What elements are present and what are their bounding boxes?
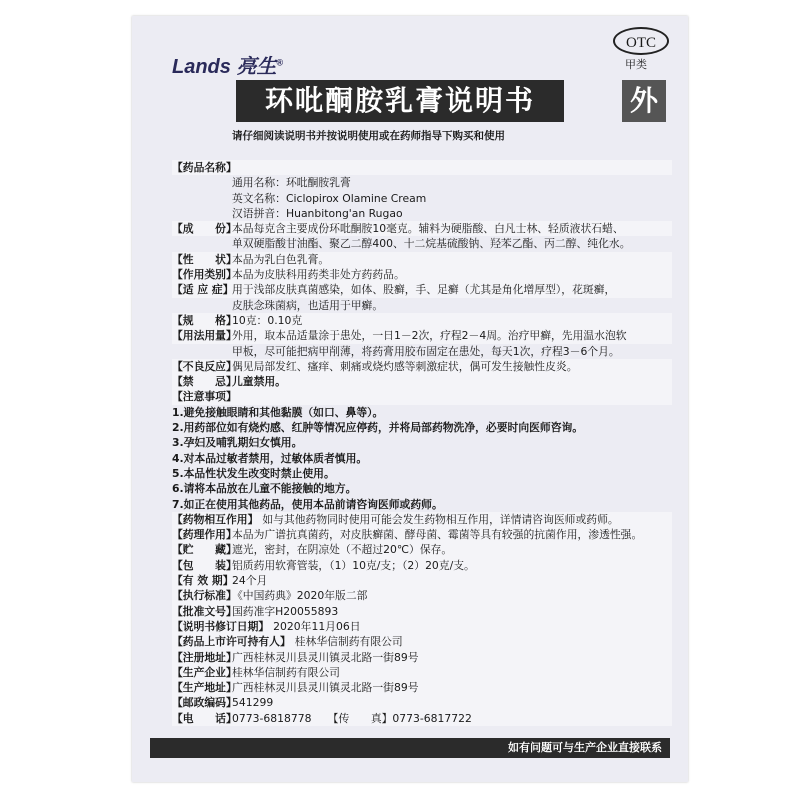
section-text: 2020年11月06日 xyxy=(273,619,361,633)
leaflet-line xyxy=(172,497,672,512)
section-label: 【适 应 症】 xyxy=(172,283,234,297)
section-text: 用于浅部皮肤真菌感染，如体、股癣，手、足癣（尤其是角化增厚型），花斑癣， xyxy=(232,283,616,297)
leaflet-line xyxy=(172,160,672,175)
leaflet-line xyxy=(172,542,672,557)
leaflet-line xyxy=(172,389,672,404)
leaflet-line xyxy=(172,650,672,665)
section-text: 皮肤念珠菌病，也适用于甲癣。 xyxy=(232,298,384,312)
leaflet-line xyxy=(172,313,672,328)
leaflet-line xyxy=(172,344,672,359)
section-text: 6.请将本品放在儿童不能接触的地方。 xyxy=(172,482,357,496)
section-label: 【药品上市许可持有人】 xyxy=(172,635,291,649)
section-text: 广西桂林灵川县灵川镇灵北路一街89号 xyxy=(232,681,419,695)
leaflet-line xyxy=(172,298,672,313)
section-label: 【执行标准】 xyxy=(172,589,237,603)
section-label: 【不良反应】 xyxy=(172,359,237,373)
leaflet-line xyxy=(172,175,672,190)
section-label: 【注册地址】 xyxy=(172,650,237,664)
leaflet-line xyxy=(172,328,672,343)
leaflet-line xyxy=(172,695,672,710)
leaflet-line xyxy=(172,282,672,297)
section-label: 【贮 藏】 xyxy=(172,543,237,557)
section-text: 10克：0.10克 xyxy=(232,313,303,327)
leaflet-line xyxy=(172,573,672,588)
section-text: 如与其他药物同时使用可能会发生药物相互作用，详情请咨询医师或药师。 xyxy=(262,512,619,526)
leaflet-line xyxy=(172,711,672,726)
section-text: 2.用药部位如有烧灼感、红肿等情况应停药，并将局部药物洗净，必要时向医师咨询。 xyxy=(172,421,584,435)
section-label: 【生产地址】 xyxy=(172,681,237,695)
leaflet-line xyxy=(172,466,672,481)
leaflet-line xyxy=(172,558,672,573)
section-label: 【药物相互作用】 xyxy=(172,512,259,526)
leaflet-line xyxy=(172,252,672,267)
section-label: 【生产企业】 xyxy=(172,665,237,679)
section-label: 【药品名称】 xyxy=(172,161,237,174)
section-label: 【禁 忌】 xyxy=(172,375,237,389)
leaflet-line xyxy=(172,451,672,466)
leaflet-line xyxy=(172,374,672,389)
leaflet-line xyxy=(172,267,672,282)
section-text: 广西桂林灵川县灵川镇灵北路一街89号 xyxy=(232,650,419,664)
section-text: 本品为广谱抗真菌药，对皮肤癣菌、酵母菌、霉菌等具有较强的抗菌作用，渗透性强。 xyxy=(232,528,643,542)
otc-category: 甲类 xyxy=(625,58,647,71)
section-text: 7.如正在使用其他药品，使用本品前请咨询医师或药师。 xyxy=(172,497,443,511)
leaflet-line xyxy=(172,359,672,374)
leaflet-line xyxy=(172,435,672,450)
leaflet-line xyxy=(172,604,672,619)
section-text: 遮光，密封，在阴凉处（不超过20℃）保存。 xyxy=(232,543,453,557)
leaflet-line xyxy=(172,527,672,542)
footer-banner: 如有问题可与生产企业直接联系 xyxy=(150,738,670,758)
section-text: 0773-6818778 【传 真】0773-6817722 xyxy=(232,711,472,725)
leaflet-line xyxy=(172,420,672,435)
leaflet-line xyxy=(172,191,672,206)
leaflet-line xyxy=(172,221,672,236)
usage-notice: 请仔细阅读说明书并按说明使用或在药师指导下购买和使用 xyxy=(232,130,505,142)
section-text: 单双硬脂酸甘油酯、聚乙二醇400、十二烷基硫酸钠、羟苯乙酯、丙二醇、纯化水。 xyxy=(232,237,631,251)
section-text: 桂林华信制药有限公司 xyxy=(232,665,340,679)
section-text: 3.孕妇及哺乳期妇女慎用。 xyxy=(172,436,303,450)
leaflet-line xyxy=(172,588,672,603)
section-text: 541299 xyxy=(232,696,274,710)
section-text: 本品为乳白色乳膏。 xyxy=(232,252,330,266)
leaflet-line xyxy=(172,634,672,649)
leaflet-line xyxy=(172,206,672,221)
leaflet-line xyxy=(172,680,672,695)
section-label: 【药理作用】 xyxy=(172,528,237,542)
section-label: 【有 效 期】 xyxy=(172,574,234,588)
section-label: 【邮政编码】 xyxy=(172,696,237,710)
section-label: 【成 份】 xyxy=(172,222,237,236)
leaflet-line xyxy=(172,481,672,496)
section-label: 【批准文号】 xyxy=(172,604,237,618)
external-use-tag: 外 xyxy=(622,80,666,122)
section-text: 通用名称：环吡酮胺乳膏 xyxy=(232,176,351,190)
section-label: 【电 话】 xyxy=(172,711,237,725)
section-text: 甲板，尽可能把病甲削薄，将药膏用胶布固定在患处，每天1次，疗程3－6个月。 xyxy=(232,344,620,358)
section-text: 英文名称：Ciclopirox Olamine Cream xyxy=(232,191,427,205)
brand-logo: Lands 亮生® xyxy=(172,56,284,78)
section-text: 《中国药典》2020年版二部 xyxy=(232,589,368,603)
section-text: 5.本品性状发生改变时禁止使用。 xyxy=(172,466,335,480)
section-label: 【用法用量】 xyxy=(172,329,237,343)
section-label: 【规 格】 xyxy=(172,313,237,327)
section-text: 桂林华信制药有限公司 xyxy=(294,635,403,649)
section-text: 4.对本品过敏者禁用，过敏体质者慎用。 xyxy=(172,451,368,465)
otc-badge: OTC xyxy=(613,27,669,55)
page-title: 环吡酮胺乳膏说明书 xyxy=(236,80,564,122)
section-text: 本品为皮肤科用药类非处方药药品。 xyxy=(232,268,405,282)
leaflet-body xyxy=(172,160,672,726)
leaflet-line xyxy=(172,405,672,420)
leaflet-line xyxy=(172,236,672,251)
section-label: 【作用类别】 xyxy=(172,268,237,282)
section-text: 铝质药用软膏管装，（1）10克/支；（2）20克/支。 xyxy=(232,558,475,572)
section-text: 汉语拼音：Huanbitong'an Rugao xyxy=(232,206,403,220)
section-label: 【性 状】 xyxy=(172,252,237,266)
section-label: 【说明书修订日期】 xyxy=(172,619,270,633)
section-text: 外用，取本品适量涂于患处，一日1－2次，疗程2－4周。治疗甲癣，先用温水泡软 xyxy=(232,329,627,343)
section-text: 24个月 xyxy=(232,574,268,588)
leaflet-line xyxy=(172,665,672,680)
section-text: 儿童禁用。 xyxy=(232,375,286,389)
section-label: 【包 装】 xyxy=(172,558,237,572)
leaflet-line xyxy=(172,512,672,527)
leaflet-line xyxy=(172,619,672,634)
section-text: 国药准字H20055893 xyxy=(232,604,339,618)
section-text: 本品每克含主要成份环吡酮胺10毫克。辅料为硬脂酸、白凡士林、轻质液状石蜡、 xyxy=(232,222,624,236)
section-text: 1.避免接触眼睛和其他黏膜（如口、鼻等）。 xyxy=(172,405,384,419)
section-label: 【注意事项】 xyxy=(172,390,237,404)
section-text: 偶见局部发红、瘙痒、刺痛或烧灼感等刺激症状，偶可发生接触性皮炎。 xyxy=(232,359,578,373)
